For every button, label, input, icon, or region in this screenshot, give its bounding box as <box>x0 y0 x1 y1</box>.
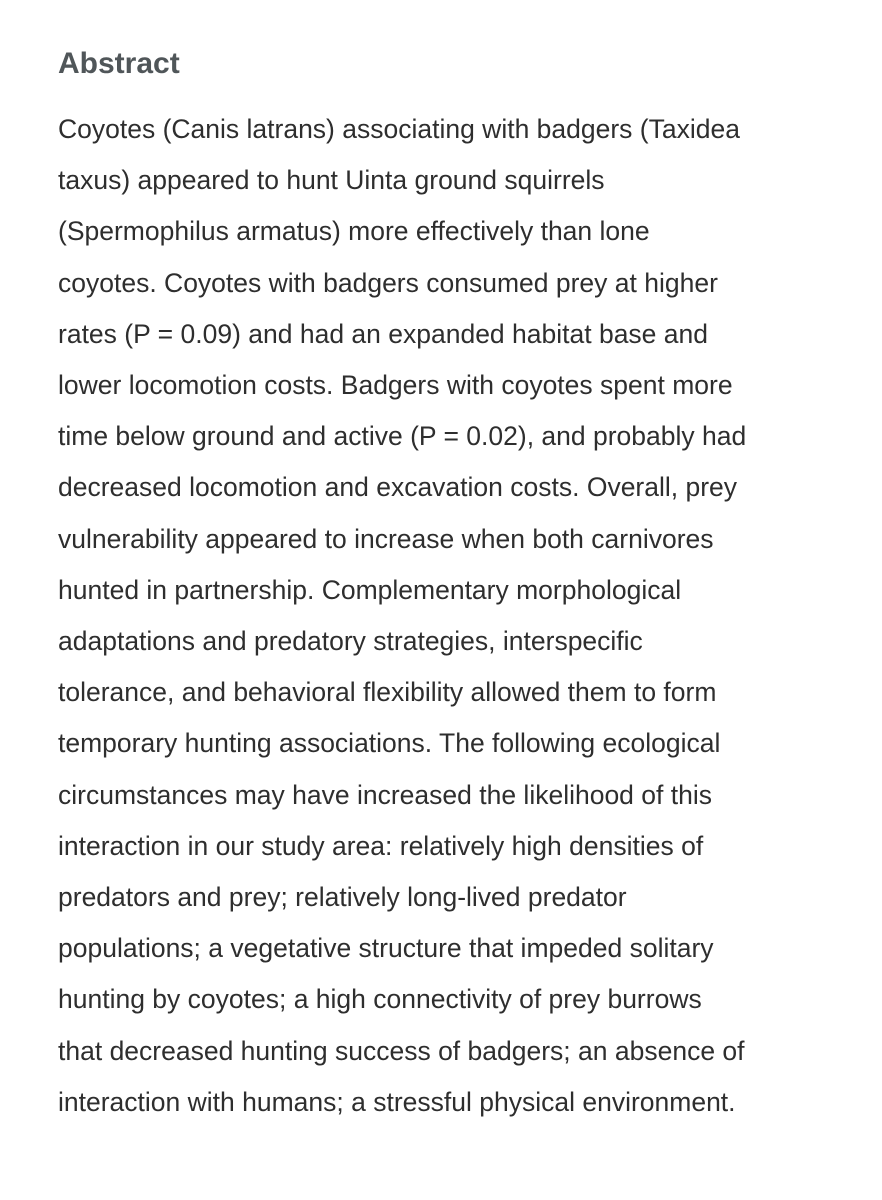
abstract-line: taxus) appeared to hunt Uinta ground squirrels <box>58 165 605 196</box>
abstract-line: interaction with humans; a stressful physical environment. <box>58 1086 736 1117</box>
abstract-line: rates (P = 0.09) and had an expanded habitat base and <box>58 318 709 349</box>
abstract-line: hunting by coyotes; a high connectivity of prey burrows <box>58 984 702 1015</box>
abstract-line: hunted in partnership. Complementary morphological <box>58 574 682 605</box>
abstract-body <box>58 104 842 1128</box>
abstract-line: temporary hunting associations. The following ecological <box>58 728 721 759</box>
abstract-line: coyotes. Coyotes with badgers consumed prey at higher <box>58 267 718 298</box>
abstract-line: that decreased hunting success of badgers; an absence of <box>58 1035 745 1066</box>
abstract-line: tolerance, and behavioral flexibility allowed them to form <box>58 677 717 708</box>
abstract-line: (Spermophilus armatus) more effectively than lone <box>58 216 650 247</box>
abstract-line: populations; a vegetative structure that impeded solitary <box>58 933 714 964</box>
abstract-line: interaction in our study area: relatively high densities of <box>58 830 704 861</box>
abstract-line: vulnerability appeared to increase when both carnivores <box>58 523 714 554</box>
abstract-line: adaptations and predatory strategies, interspecific <box>58 626 643 657</box>
abstract-heading: Abstract <box>58 47 180 80</box>
abstract-line: lower locomotion costs. Badgers with coyotes spent more <box>58 370 733 401</box>
abstract-line: circumstances may have increased the likelihood of this <box>58 779 712 810</box>
abstract-line: predators and prey; relatively long-lived predator <box>58 882 627 913</box>
abstract-line: Coyotes (Canis latrans) associating with badgers (Taxidea <box>58 114 740 144</box>
abstract-line: time below ground and active (P = 0.02), and probably had <box>58 421 747 452</box>
abstract-line: decreased locomotion and excavation costs. Overall, prey <box>58 472 738 503</box>
